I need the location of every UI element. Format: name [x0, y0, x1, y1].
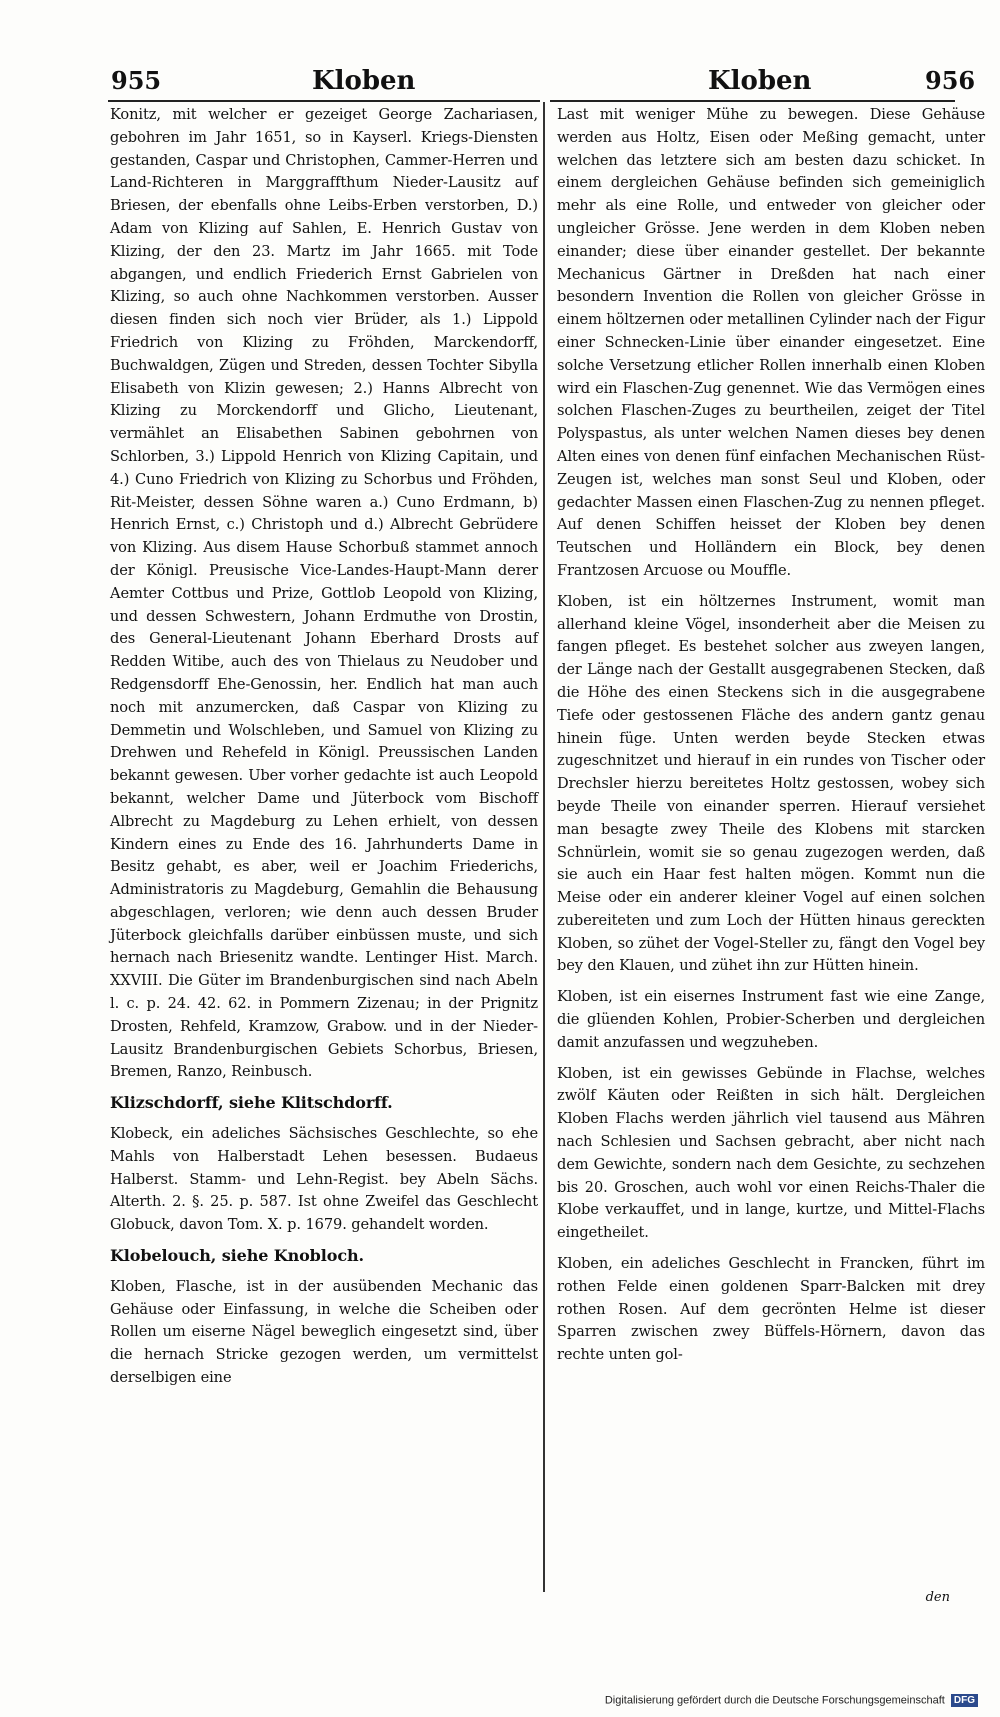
- entry-kloben-flasche-continued: Last mit weniger Mühe zu bewegen. Diese Gehäuse werden aus Holtz, Eisen oder Meßing gemacht, unter welchen das letztere sich am besten dazu schicket. In einem dergleichen Gehäuse befinden sich gemeiniglich mehr als eine Rolle, und entweder von gleicher oder ungleicher Grösse. Jene werden in dem Kloben neben einander; diese über einander gestellet. Der bekannte Mechanicus Gärtner in Dreßden hat nach einer besondern Invention die Rollen von gleicher Grösse in einem höltzernen oder metallinen Cylinder nach der Figur einer Schnecken-Linie über einander eingesetzet. Eine solche Versetzung etlicher Rollen innerhalb einen Kloben wird ein Flaschen-Zug genennet. Wie das Vermögen eines solchen Flaschen-Zuges zu beurtheilen, zeiget der Titel Polyspastus, als unter welchen Namen dieses bey denen Alten eines von denen fünf einfachen Mechanischen Rüst-Zeugen ist, welches man sonst Seul und Kloben, oder gedachter Massen einen Flaschen-Zug zu nennen pfleget. Auf denen Schiffen heisset der Kloben bey denen Teutschen und Holländern ein Block, bey denen Frantzosen Arcuose ou Mouffle.: [557, 106, 985, 579]
- entry-kloben-iron-instrument: Kloben, ist ein eisernes Instrument fast wie eine Zange, die glüenden Kohlen, Probier-Scherben und dergleichen damit anzufassen und wegzuheben.: [557, 988, 985, 1051]
- right-column: [557, 104, 985, 1367]
- entry-klobeck: Klobeck, ein adeliches Sächsisches Geschlechte, so ehe Mahls von Halberstadt Lehen besessen. Budaeus Halberst. Stamm- und Lehn-Regist. bey Abeln Sächs. Alterth. 2. §. 25. p. 587. Ist ohne Zweifel das Geschlecht Globuck, davon Tom. X. p. 1679. gehandelt worden.: [110, 1125, 538, 1234]
- entry-kloben-noble-family: Kloben, ein adeliches Geschlecht in Francken, führt im rothen Felde einen goldenen Sparr-Balcken mit drey rothen Rosen. Auf dem gecrönten Helme ist dieser Sparren zwischen zwey Büffels-Hörnern, davon das rechte unten gol-: [557, 1255, 985, 1364]
- entry-kloben-flasche: Kloben, Flasche, ist in der ausübenden Mechanic das Gehäuse oder Einfassung, in welche die Scheiben oder Rollen um eiserne Nägel beweglich eingesetzt sind, über die hernach Stricke gezogen werden, um vermittelst derselbigen eine: [110, 1277, 538, 1387]
- digitization-footer: [605, 1694, 978, 1707]
- entry-klizing-continued: Konitz, mit welcher er gezeiget George Zachariasen, gebohren im Jahr 1651, so in Kayserl. Kriegs-Diensten gestanden, Caspar und Christophen, Cammer-Herren und Land-Richteren in Marggraffthum Nieder-Lausitz auf Briesen, der ebenfalls ohne Leibs-Erben verstorben, D.) Adam von Klizing auf Sahlen, E. Henrich Gustav von Klizing, der den 23. Martz im Jahr 1665. mit Tode abgangen, und endlich Friederich Ernst Gabrielen von Klizing, so auch ohne Nachkommen verstorben. Ausser diesen finden sich noch vier Brüder, als 1.) Lippold Friedrich von Klizing zu Fröhden, Marckendorff, Buchwaldgen, Zügen und Streden, dessen Tochter Sibylla Elisabeth von Klizin gewesen; 2.) Hanns Albrecht von Klizing zu Morckendorff und Glicho, Lieutenant, vermählet an Elisabethen Sabinen gebohrnen von Schlorben, 3.) Lippold Henrich von Klizing Capitain, und 4.) Cuno Friedrich von Klizing zu Schorbus und Fröhden, Rit-Meister, dessen Söhne waren a.) Cuno Erdmann, b) Henrich Ernst, c.) Christoph und d.) Albrecht Gebrüdere von Klizing. Aus disem Hause Schorbuß stammet annoch der Königl. Preusische Vice-Landes-Haupt-Mann derer Aemter Cottbus und Prize, Gottlob Leopold von Klizing, und dessen Schwestern, Johann Erdmuthe von Drostin, des General-Lieutenant Johann Eberhard Drosts auf Redden Witibe, auch des von Thielaus zu Neudober und Redgensdorff Ehe-Genossin, her. Endlich hat man auch noch mit anzumercken, daß Caspar von Klizing zu Demmetin und Wolschleben, und Samuel von Klizing zu Drehwen und Rehefeld in Königl. Preussischen Landen bekannt gewesen. Uber vorher gedachte ist auch Leopold bekannt, welcher Dame und Jüterbock vom Bischoff Albrecht zu Magdeburg zu Lehen erhielt, von dessen Kindern eines zu Ende des 16. Jahrhunderts Dame in Besitz gehabt, es aber, weil er Joachim Friederichs, Administratoris zu Magdeburg, Gemahlin die Behausung abgeschlagen, verloren; wie denn auch dessen Bruder Jüterbock gleichfalls darüber einbüssen muste, und sich hernach nach Briesenitz wandte. Lentinger Hist. March. XXVIII. Die Güter im Brandenburgischen sind nach Abeln l. c. p. 24. 42. 62. in Pommern Zizenau; in der Prignitz Drosten, Rehfeld, Kramzow, Grabow. und in der Nieder-Lausitz Brandenburgischen Gebiets Schorbus, Briesen, Bremen, Ranzo, Reinbusch.: [110, 106, 538, 1081]
- entry-kloben-wooden-instrument: Kloben, ist ein höltzernes Instrument, womit man allerhand kleine Vögel, insonderheit aber die Meisen zu fangen pfleget. Es bestehet solcher aus zweyen langen, der Länge nach der Gestallt ausgegrabenen Stecken, daß die Höhe des einen Steckens sich in die ausgegrabene Tiefe oder gestossenen Fläche des andern gantz genau hinein füge. Unten werden beyde Stecken etwas zugeschnitzet und hierauf in ein rundes von Tischer oder Drechsler hierzu bereitetes Holtz gestossen, wobey sich beyde Theile von einander sperren. Hierauf versiehet man besagte zwey Theile des Klobens mit starcken Schnürlein, womit sie so genau zugezogen werden, daß sie auch ein Haar fest halten mögen. Kommt nun die Meise oder ein anderer kleiner Vogel auf einen solchen zubereiteten und zum Loch der Hütten hinaus gereckten Kloben, so zühet der Vogel-Steller zu, fängt den Vogel bey bey den Klauen, und zühet ihn zur Hütten hinein.: [557, 592, 985, 975]
- left-page-number: 955: [111, 66, 162, 95]
- entry-klizschdorff: Klizschdorff, siehe Klitschdorff.: [110, 1093, 393, 1113]
- left-header-rule: [108, 100, 540, 102]
- entry-klobelouch: Klobelouch, siehe Knobloch.: [110, 1246, 364, 1266]
- right-header-rule: [550, 100, 955, 102]
- column-divider: [543, 102, 545, 1592]
- footer-text: Digitalisierung gefördert durch die Deutsche Forschungsgemeinschaft: [604, 1694, 945, 1707]
- right-running-head: Kloben: [708, 66, 812, 96]
- entry-kloben-flax-bundle: Kloben, ist ein gewisses Gebünde in Flachse, welches zwölf Käuten oder Reißten in sich hält. Dergleichen Kloben Flachs werden jährlich viel tausend aus Mähren nach Schlesien und Sachsen gebracht, aber nicht nach dem Gewichte, sondern nach dem Gesichte, zu sechzehen bis 20. Groschen, auch wohl vor einen Reichs-Thaler die Klobe verkauffet, und in lange, kurtze, und Mittel-Flachs eingetheilet.: [557, 1064, 985, 1242]
- dfg-logo: DFG: [951, 1694, 978, 1707]
- right-page-number: 956: [925, 66, 976, 95]
- left-running-head: Kloben: [312, 66, 416, 96]
- left-column: [110, 104, 538, 1390]
- catchword: den: [925, 1590, 950, 1605]
